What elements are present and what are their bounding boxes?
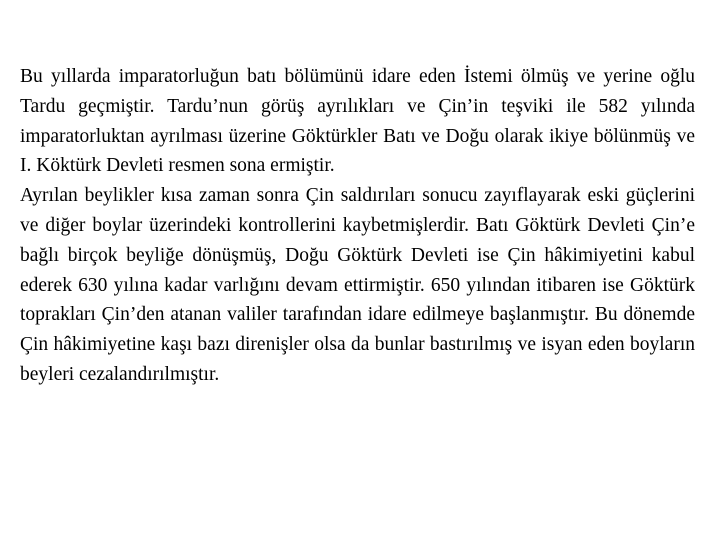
paragraph-2: Ayrılan beylikler kısa zaman sonra Çin saldırıları sonucu zayıflayarak eski güçlerini ve diğer boylar üzerindeki kontrollerini kaybetmişlerdir. Batı Göktürk Devleti Çin’e bağlı birçok beyliğe dönüşmüş, Doğu Göktürk Devleti ise Çin hâkimiyetini kabul ederek 630 yılına kadar varlığını devam ettirmiştir. 650 yılından itibaren ise Göktürk toprakları Çin’den atanan valiler tarafından idare edilmeye başlanmıştır. Bu dönemde Çin hâkimiyetine kaşı bazı direnişler olsa da bunlar bastırılmış ve isyan eden boyların beyleri cezalandırılmıştır. <box>20 185 695 385</box>
paragraph-1: Bu yıllarda imparatorluğun batı bölümünü idare eden İstemi ölmüş ve yerine oğlu Tardu geçmiştir. Tardu’nun görüş ayrılıkları ve Çin’in teşviki ile 582 yılında imparatorluktan ayrılması üzerine Göktürkler Batı ve Doğu olarak ikiye bölünmüş ve I. Köktürk Devleti resmen sona ermiştir. <box>20 66 695 177</box>
body-text <box>20 62 695 390</box>
